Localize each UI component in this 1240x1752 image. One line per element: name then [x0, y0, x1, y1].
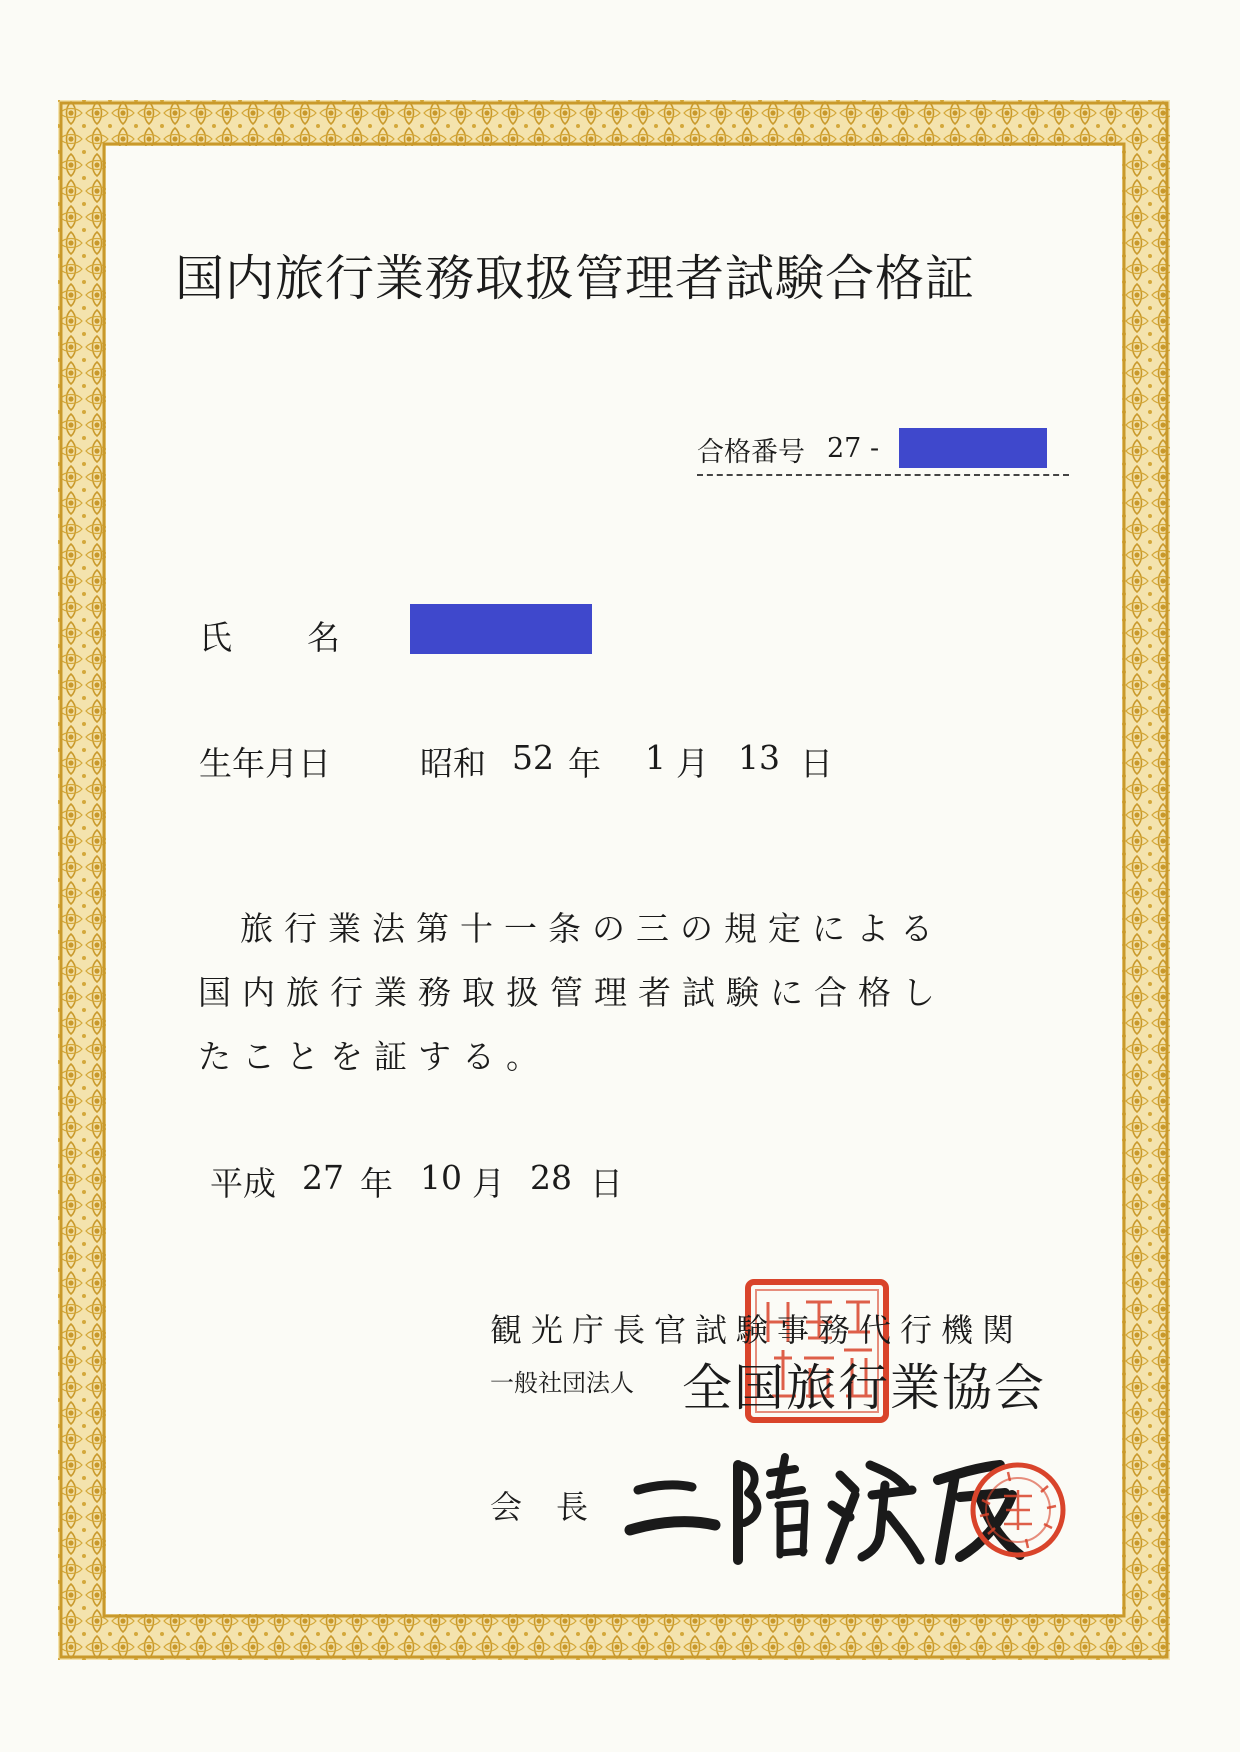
issue-era: 平成 [210, 1164, 276, 1203]
round-chairman-seal [968, 1460, 1068, 1560]
pass-number-prefix: 27 - [827, 433, 880, 464]
statement-line-2: 国内旅行業務取扱管理者試験に合格し [198, 973, 946, 1012]
issue-year: 27 [302, 1158, 344, 1197]
ornamental-gold-border [58, 100, 1170, 1660]
name-redaction [410, 604, 592, 654]
birth-day: 13 [738, 738, 780, 777]
name-label-2: 名 [307, 618, 340, 657]
issuer-organization-name: 全国旅行業協会 [682, 1359, 1046, 1417]
certificate-title: 国内旅行業務取扱管理者試験合格証 [175, 250, 976, 307]
statement-line-3: たことを証する。 [198, 1037, 550, 1076]
birth-month: 1 [645, 738, 666, 777]
birthdate-label: 生年月日 [199, 744, 331, 783]
issuer-organization-type: 一般社団法人 [490, 1369, 634, 1397]
birth-year: 52 [512, 738, 554, 777]
name-label-1: 氏 [199, 618, 232, 657]
issue-day-unit: 日 [590, 1164, 623, 1203]
pass-number-redaction [899, 428, 1047, 468]
chairman-label: 会長 [490, 1488, 623, 1526]
birth-year-unit: 年 [568, 744, 601, 783]
issue-day: 28 [530, 1158, 572, 1197]
certification-statement [198, 897, 946, 1089]
issue-month-unit: 月 [472, 1164, 505, 1203]
birth-month-unit: 月 [676, 744, 709, 783]
birth-day-unit: 日 [800, 744, 833, 783]
pass-number-label: 合格番号 [697, 437, 805, 468]
issue-year-unit: 年 [360, 1164, 393, 1203]
pass-number-field [697, 428, 1069, 476]
issue-month: 10 [420, 1158, 462, 1197]
birth-era: 昭和 [420, 744, 486, 783]
issuer-line-1: 観光庁長官試験事務代行機関 [490, 1311, 1024, 1349]
statement-line-1: 旅行業法第十一条の三の規定による [240, 909, 944, 948]
